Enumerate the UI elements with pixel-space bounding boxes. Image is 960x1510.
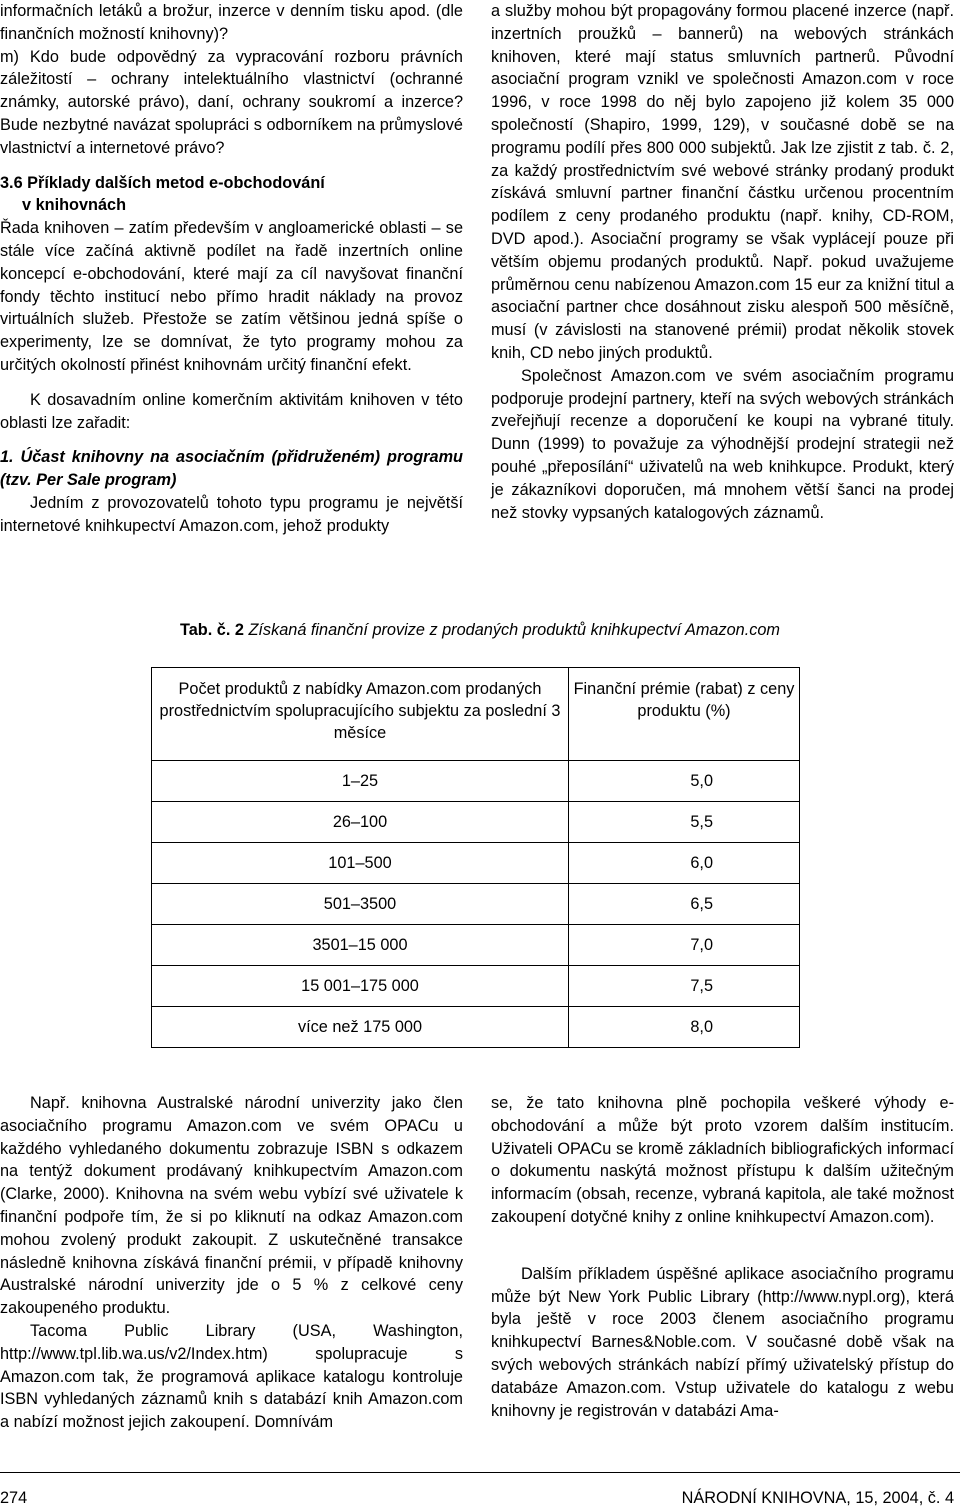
table-header-row	[152, 668, 800, 761]
paragraph: Jedním z provozovatelů tohoto typu programu je největší internetové knihkupectví Amazon.com, jehož produkty	[0, 493, 463, 535]
paragraph: Např. knihovna Australské národní univerzity jako člen asociačního programu Amazon.com ve svém OPACu u každého vyhledaného dokumentu zobrazuje ISBN s odkazem na tentýž dokument prodávaný knihkupectvím Amazon.com (Clarke, 2000). Knihovna na svém webu vybízí své uživatele k finanční podpoře tím, že si po kliknutí na odkaz Amazon.com mohou zvolený produkt zakoupit. Z uskutečněné transakce následně knihovna získává finanční prémii, v případě knihovny Australské národní univerzity jde o 5 % z celkové ceny zakoupeného produktu.	[0, 1094, 463, 1318]
paragraph: Dalším příkladem úspěšné aplikace asociačního programu může být New York Public Library (http://www.nypl.org), která byla ještě v roce 2003 členem asociačního programu knihkupectví Barnes&Noble.com. V současné době však na svých webových stránkách nabízí přímý uživatelský přístup do databáze Amazon.com. Vstup uživatele do katalogu z webu knihovny je registrován v databázi Ama-	[491, 1264, 954, 1420]
paragraph: K dosavadním online komerčním aktivitám knihoven v této oblasti lze zařadit:	[0, 390, 463, 432]
table-cell-rate: 8,0	[569, 1007, 800, 1048]
commission-table	[151, 667, 800, 1048]
table-cell-rate: 7,5	[569, 966, 800, 1007]
table-caption-text: Získaná finanční provize z prodaných produktů knihkupectví Amazon.com	[248, 621, 780, 639]
section-heading-line2: v knihovnách	[22, 196, 127, 215]
table-cell-range: 501–3500	[152, 884, 569, 925]
page-number: 274	[0, 1489, 28, 1507]
spacer	[0, 434, 463, 446]
table-row	[152, 843, 800, 884]
table-row	[152, 966, 800, 1007]
section-heading-line1: 3.6 Příklady dalších metod e-obchodování	[0, 173, 325, 192]
table-header-count: Počet produktů z nabídky Amazon.com prodaných prostřednictvím spolupracujícího subjektu za poslední 3 měsíce	[152, 668, 569, 761]
table-cell-rate: 5,0	[569, 761, 800, 802]
table-row	[152, 884, 800, 925]
paragraph: informačních letáků a brožur, inzerce v denním tisku apod. (dle finančních možností knihovny)?	[0, 2, 463, 43]
paragraph: se, že tato knihovna plně pochopila veškeré výhody e-obchodování a může být proto vzorem dalším institucím. Uživateli OPACu se kromě základních bibliografických informací o dokumentu naskýtá možnost přístupu k dalším užitečným informacím (obsah, recenze, vybraná kapitola, ale také možnost zakoupení dotyčné knihy z online knihkupectví Amazon.com).	[491, 1094, 954, 1226]
paragraph: Řada knihoven – zatím především v angloamerické oblasti – se stále více začíná aktivně podílet na řadě inzertních online koncepcí e-obchodování, které mají za cíl navyšovat finanční fondy těchto institucí nebo přímo hradit náklady na provoz virtuálních služeb. Přestože se zatím většinou jedná spíše o experimenty, lze se domnívat, že tyto programy mohou za určitých okolností přinést knihovnám určitý finanční efekt.	[0, 219, 463, 374]
table-header-rate: Finanční prémie (rabat) z ceny produktu (%)	[573, 680, 795, 720]
spacer	[0, 160, 463, 172]
table-row	[152, 925, 800, 966]
paragraph: m) Kdo bude odpovědný za vypracování rozboru právních záležitostí – ochrany intelektuálního vlastnictví (ochranné známky, autorské právo), daní, ochrany soukromí a inzerce? Bude nezbytné navázat spolupráci s odborníkem na průmyslové vlastnictví a internetové právo?	[0, 47, 463, 157]
paragraph: Společnost Amazon.com ve svém asociačním programu podporuje prodejní partnery, kteří na svých webových stránkách zveřejňují recenze a doporučení ke koupi na vybrané tituly. Dunn (1999) to považuje za výhodnější prodejní strategii než pouhé „přeposílání“ uživatelů na web knihkupce. Produkt, který je zákazníkovi doporučen, má mnohem větší šanci na prodej než stovky vypsaných katalogových záznamů.	[491, 366, 954, 522]
top-right-column	[491, 0, 954, 524]
top-left-column	[0, 0, 463, 538]
table-cell-range: 101–500	[152, 843, 569, 884]
table-cell-rate: 7,0	[569, 925, 800, 966]
table-cell-range: 26–100	[152, 802, 569, 843]
table-cell-rate: 5,5	[569, 802, 800, 843]
table-caption-label: Tab. č. 2	[179, 621, 244, 639]
spacer	[0, 377, 463, 389]
table-cell-rate: 6,0	[569, 843, 800, 884]
spacer	[491, 1229, 954, 1263]
table-row	[152, 1007, 800, 1048]
list-item-title: 1. Účast knihovny na asociačním (přidruženém) programu (tzv. Per Sale program)	[0, 448, 463, 490]
table-caption	[0, 619, 960, 642]
paragraph: a služby mohou být propagovány formou placené inzerce (např. inzertních proužků – bannerů) na webových stránkách knihoven, které mají status smluvních partnerů. Původní asociační program vznikl ve společnosti Amazon.com v roce 1996, v roce 1998 do něj bylo zapojeno již kolem 35 000 společností (Shapiro, 1999, 129), v současné době se na programu podílí přes 800 000 subjektů. Jak lze zjistit z tab. č. 2, za každý prostřednictvím své webové stránky prodaný produkt získává smluvní partner finanční částku určenou procentním podílem z ceny prodaného produktu (např. knihy, CD-ROM, DVD apod.). Asociační programy se však vyplácejí pouze při větším objemu prodaných produktů. Např. pokud uvažujeme průměrnou cenu nabízenou Amazon.com 15 eur za knižní titul a asociační partner chce dosáhnout zisku alespoň 500 měsíčně, musí (v závislosti na stanovené prémii) prodat několik stovek knih, CD nebo jiných produktů.	[491, 2, 954, 362]
table-cell-range: 3501–15 000	[152, 925, 569, 966]
journal-citation: NÁRODNÍ KNIHOVNA, 15, 2004, č. 4	[681, 1489, 954, 1507]
paragraph: Tacoma Public Library (USA, Washington, http://www.tpl.lib.wa.us/v2/Index.htm) spolupracuje s Amazon.com tak, že programová aplikace katalogu kontroluje ISBN vyhledaných záznamů knih s databází knih Amazon.com a nabízí možnost jejich zakoupení. Domnívám	[0, 1321, 463, 1432]
bottom-right-column	[491, 1092, 954, 1422]
table-row	[152, 761, 800, 802]
table-cell-range: 15 001–175 000	[152, 966, 569, 1007]
table-cell-rate: 6,5	[569, 884, 800, 925]
table-cell-range: 1–25	[152, 761, 569, 802]
section-heading	[0, 172, 463, 218]
table-row	[152, 802, 800, 843]
bottom-left-column	[0, 1092, 463, 1434]
footer-divider	[0, 1472, 960, 1473]
table-cell-range: více než 175 000	[152, 1007, 569, 1048]
